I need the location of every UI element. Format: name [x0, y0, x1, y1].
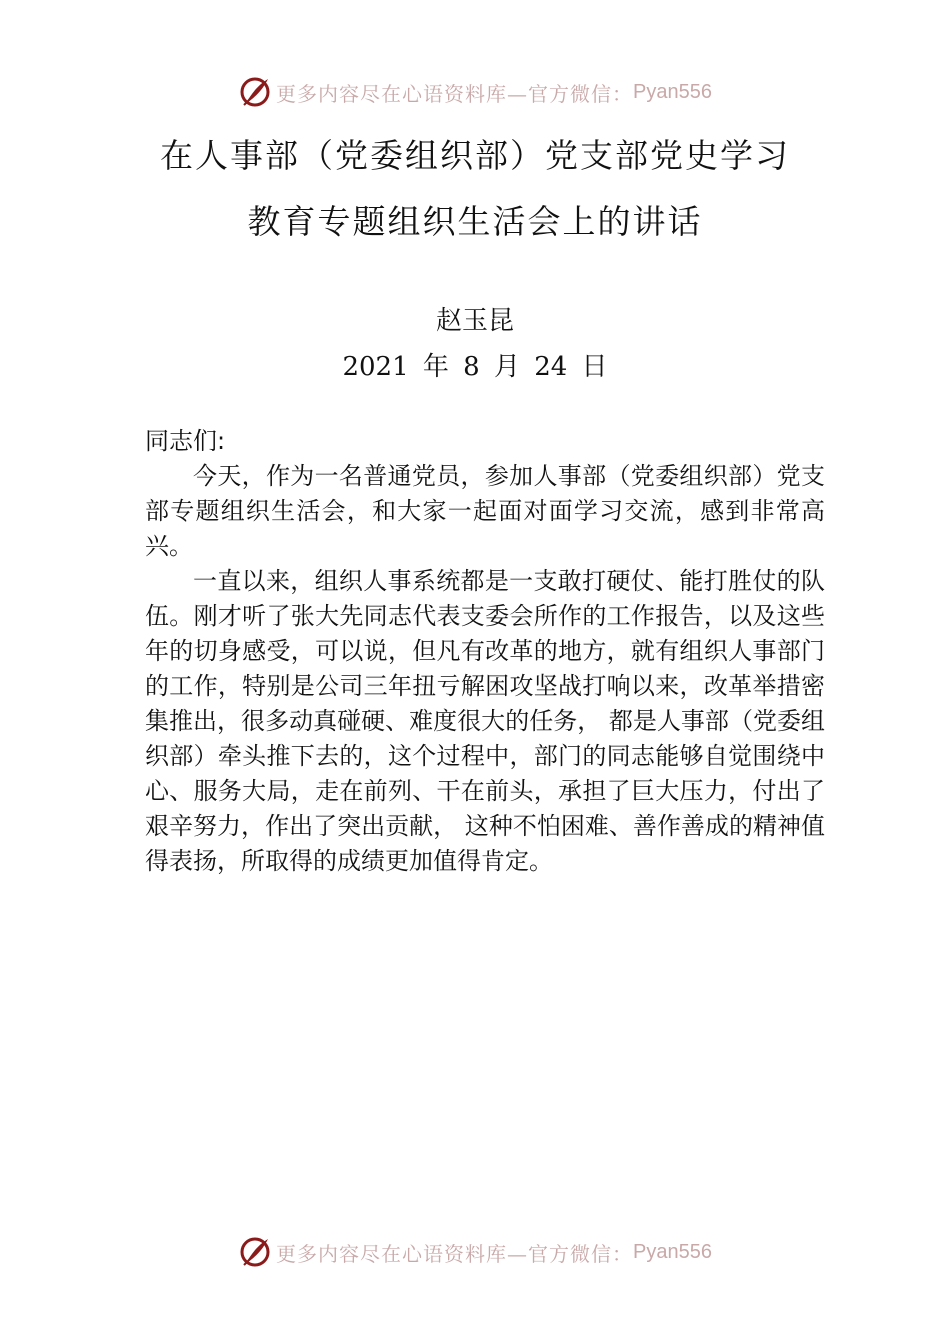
watermark-wechat-id: Pyan556 [633, 80, 712, 103]
watermark-text: 更多内容尽在心语资料库—官方微信： [276, 81, 634, 106]
paragraph: 今天，作为一名普通党员，参加人事部（党委组织部）党支部专题组织生活会，和大家一起面对面学习交流，感到非常高兴。 [145, 462, 825, 560]
document-title-line-2: 教育专题组织生活会上的讲话 [247, 202, 703, 241]
salutation: 同志们: [145, 427, 226, 455]
quill-logo-icon [238, 1235, 272, 1269]
header-watermark [0, 72, 950, 112]
document-title-line-1: 在人事部（党委组织部）党支部党史学习 [160, 136, 790, 175]
speech-date: 2021 年 8 月 24 日 [342, 352, 608, 382]
paragraph: 一直以来，组织人事系统都是一支敢打硬仗、能打胜仗的队伍。刚才听了张大先同志代表支委会所作的工作报告，以及这些年的切身感受，可以说，但凡有改革的地方，就有组织人事部门的工作，特别是公司三年扭亏解困攻坚战打响以来，改革举措密集推出，很多动真碰硬、难度很大的任务， 都是人事部（党委组织部）牵头推下去的，这个过程中，部门的同志能够自觉围绕中心、服务大局，走在前列、干在前头，承担了巨大压力，付出了艰辛努力，作出了突出贡献， 这种不怕困难、善作善成的精神值得表扬，所取得的成绩更加值得肯定。 [145, 567, 825, 875]
author-name: 赵玉昆 [435, 306, 514, 336]
footer-watermark [0, 1232, 950, 1272]
speech-body [145, 424, 825, 879]
watermark-text: 更多内容尽在心语资料库—官方微信： [276, 1241, 634, 1266]
quill-logo-icon [238, 75, 272, 109]
watermark-wechat-id: Pyan556 [633, 1240, 712, 1263]
